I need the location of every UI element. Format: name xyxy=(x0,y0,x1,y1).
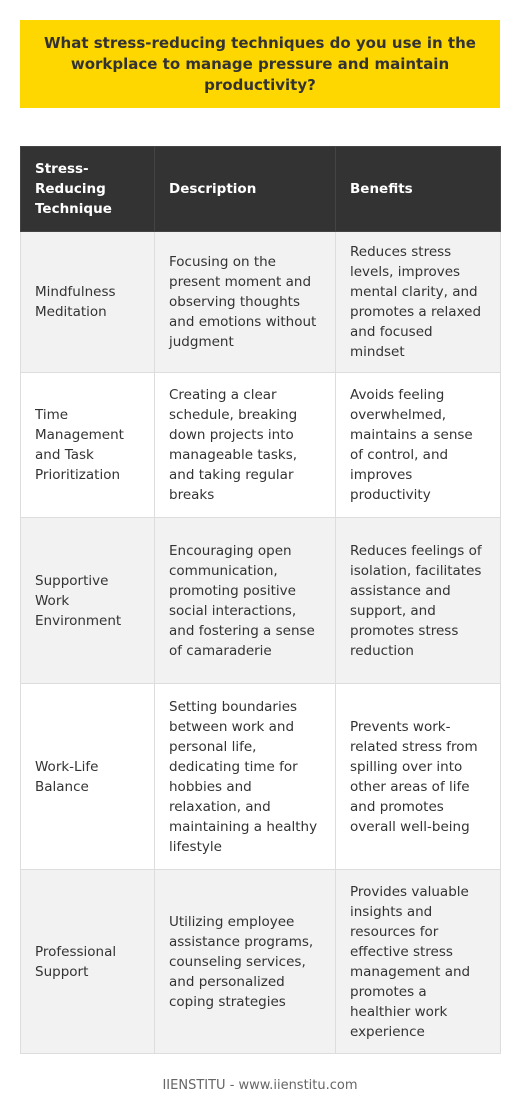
cell-benefits: Avoids feeling overwhelmed, maintains a sense of control, and improves productivity xyxy=(336,373,501,518)
techniques-table xyxy=(20,146,501,1054)
cell-benefits: Provides valuable insights and resources for effective stress management and promotes a healthier work experience xyxy=(336,870,501,1054)
page-title: What stress-reducing techniques do you use in the workplace to manage pressure and maintain productivity? xyxy=(44,33,476,94)
header-benefits: Benefits xyxy=(336,147,501,232)
header-row xyxy=(21,147,501,232)
footer-credit: IIENSTITU - www.iienstitu.com xyxy=(162,1078,358,1093)
cell-description: Creating a clear schedule, breaking down projects into manageable tasks, and taking regular breaks xyxy=(155,373,336,518)
cell-description: Focusing on the present moment and observing thoughts and emotions without judgment xyxy=(155,232,336,373)
table-header xyxy=(21,147,501,232)
cell-description: Encouraging open communication, promoting positive social interactions, and fostering a sense of camaraderie xyxy=(155,518,336,684)
table-body xyxy=(21,232,501,1054)
cell-technique: Mindfulness Meditation xyxy=(21,232,155,373)
table-row xyxy=(21,870,501,1054)
cell-technique: Supportive Work Environment xyxy=(21,518,155,684)
title-banner xyxy=(20,20,500,108)
table-row xyxy=(21,518,501,684)
header-technique: Stress-Reducing Technique xyxy=(21,147,155,232)
cell-technique: Time Management and Task Prioritization xyxy=(21,373,155,518)
cell-technique: Professional Support xyxy=(21,870,155,1054)
cell-description: Setting boundaries between work and personal life, dedicating time for hobbies and relaxation, and maintaining a healthy lifestyle xyxy=(155,684,336,870)
header-description: Description xyxy=(155,147,336,232)
cell-benefits: Prevents work-related stress from spilling over into other areas of life and promotes overall well-being xyxy=(336,684,501,870)
table-row xyxy=(21,684,501,870)
table-row xyxy=(21,373,501,518)
cell-benefits: Reduces stress levels, improves mental clarity, and promotes a relaxed and focused mindset xyxy=(336,232,501,373)
table-row xyxy=(21,232,501,373)
cell-description: Utilizing employee assistance programs, counseling services, and personalized coping strategies xyxy=(155,870,336,1054)
cell-benefits: Reduces feelings of isolation, facilitates assistance and support, and promotes stress reduction xyxy=(336,518,501,684)
cell-technique: Work-Life Balance xyxy=(21,684,155,870)
